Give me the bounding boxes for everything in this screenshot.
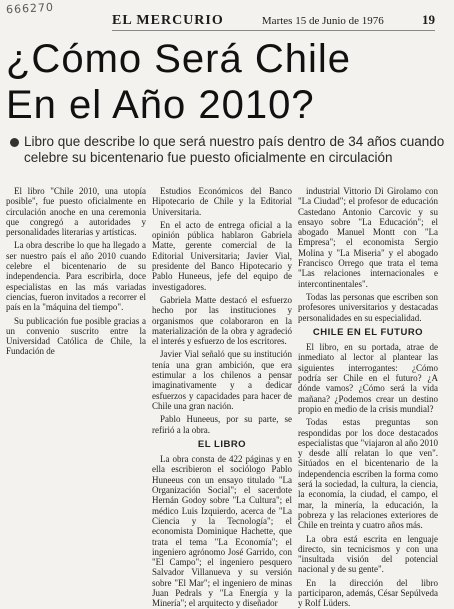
paragraph: Estudios Económicos del Banco Hipotecario de Chile y la Editorial Universitaria. <box>152 186 292 217</box>
lede <box>6 134 454 166</box>
column-2 <box>152 186 292 609</box>
headline <box>6 36 436 128</box>
page-number: 19 <box>421 12 435 27</box>
headline-line-1: ¿Cómo Será Chile <box>6 37 352 81</box>
bullet-icon <box>10 138 19 147</box>
column-1 <box>6 186 146 596</box>
paragraph: El libro "Chile 2010, una utopía posible", fue puesto oficialmente en circulación anoche en una ceremonia que congregó a autoridades y personalidades literarias y artísticas. <box>6 186 146 238</box>
handwritten-archive-number: 666270 <box>5 0 55 17</box>
paragraph: industrial Vittorio Di Girolamo con "La Ciudad"; el profesor de educación Castedano Antonio Carcovic y su ensayo sobre "La Educación"; el abogado Manuel Montt con "La Empresa"; el economista Sergio Molina y "La Miseria" y el abogado Francisco Orrego que trata el tema "Las relaciones internacionales e intercontinentales". <box>298 186 438 289</box>
lede-text: Libro que describe lo que será nuestro país dentro de 34 años cuando celebre su bicentenario fue puesto oficialmente en circulación <box>24 134 445 165</box>
paragraph: Todas las personas que escriben son profesores universitarios y destacadas personalidades en su especialidad. <box>298 291 438 323</box>
paragraph: La obra está escrita en lenguaje directo, sin tecnicismos y con una "insultada visión del potencial nacional y de su gente". <box>298 533 438 575</box>
paragraph: Gabriela Matte destacó el esfuerzo hecho por las instituciones y organismos que colaboraron en la materialización de la obra y agradeció el interés y esfuerzo de los escritores. <box>152 294 292 347</box>
headline-line-2: En el Año 2010? <box>6 83 315 127</box>
paragraph: Javier Vial señaló que su institución tenía una gran ambición, que era estimular a los chilenos a pensar imaginativamente y a dedicar esfuerzos y capacidades para hacer de Chile una gran nación. <box>152 349 292 411</box>
masthead <box>112 12 435 31</box>
subheading: EL LIBRO <box>197 438 247 450</box>
newspaper-name: EL MERCURIO <box>112 13 224 28</box>
paragraph: El libro, en su portada, atrae de inmediato al lector al plantear las siguientes interrogantes: ¿Cómo podría ser Chile en el futuro? ¿A dónde vamos? ¿Cómo será la vida mañana? ¿Podemos crear un destino propio en medio de la crisis mundial? <box>298 342 438 414</box>
paragraph: En el acto de entrega oficial a la opinión pública hablaron Gabriela Matte, gerente comercial de la Editorial Universitaria; Javier Vial, presidente del Banco Hipotecario y Pablo Huneeus, jefe del equipo de investigadores. <box>152 219 292 292</box>
subheading: CHILE EN EL FUTURO <box>312 326 424 338</box>
paragraph: Su publicación fue posible gracias a un convenio suscrito entre la Universidad Católica de Chile, la Fundación de <box>6 315 146 357</box>
article-body <box>6 186 438 609</box>
paragraph: Todas estas preguntas son respondidas por los doce destacados especialistas que "viajaron al año 2010 y desde allí relatan lo que ven". Sitúados en el bicentenario de la independencia escriben la forma como será la sociedad, la cultura, la ciencia, la economía, la ciudad, el campo, el mar, la minería, la educación, la pobreza y las relaciones exteriores de Chile en treinta y cuatro años más. <box>298 417 438 531</box>
issue-date: Martes 15 de Junio de 1976 <box>261 15 384 27</box>
paragraph: La obra consta de 422 páginas y en ella escribieron el sociólogo Pablo Huneeus con un ensayo titulado "La Organización Social"; el sacerdote Hernán Godoy sobre "La Cultura"; el médico Luis Izquierdo, acerca de "La Ciencia y la Tecnología"; el economista Dominique Hachette, que trata el tema "La Economía"; el ingeniero agrónomo José Garrido, con "El Campo"; el ingeniero pesquero Salvador Villanueva y su versión sobre "El Mar"; el ingeniero de minas Juan Pedrals y "La Energía y la Minería"; el arquitecto y diseñador <box>152 454 292 609</box>
paragraph: En la dirección del libro participaron, además, César Sepúlveda y Rolf Lüders. <box>298 577 438 609</box>
paragraph: Pablo Huneeus, por su parte, se refirió a la obra. <box>152 414 292 435</box>
column-3 <box>298 186 438 609</box>
paragraph: La obra describe lo que ha llegado a ser nuestro país el año 2010 cuando celebre el bicentenario de su independencia. Para escribirla, doce especialistas en las más variadas ciencias, fueron invitados a recorrer el país en la "máquina del tiempo". <box>6 240 146 313</box>
